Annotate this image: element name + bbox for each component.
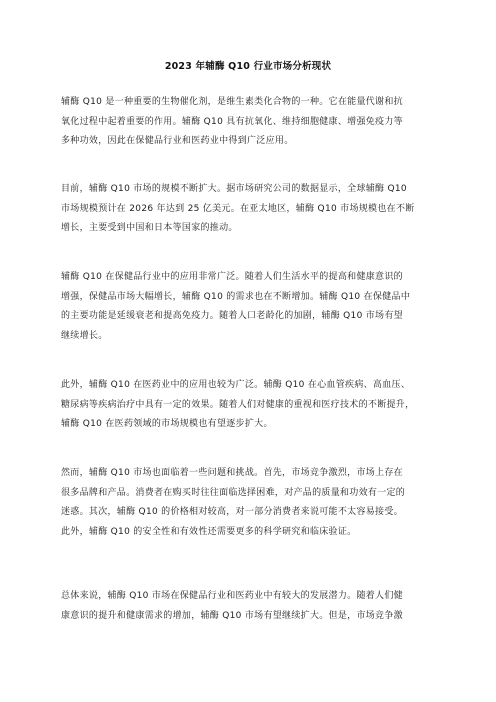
text-line: 目前，辅酶 Q10 市场的规模不断扩大。据市场研究公司的数据显示，全球辅酶 Q10 (61, 184, 407, 194)
paragraph-challenges (61, 464, 441, 542)
text-line: 此外，辅酶 Q10 在医药业中的应用也较为广泛。辅酶 Q10 在心血管疾病、高血压、 (61, 380, 411, 390)
paragraph-conclusion (61, 587, 441, 626)
paragraph-health-products (61, 268, 441, 346)
text-line: 增强，保健品市场大幅增长，辅酶 Q10 的需求也在不断增加。辅酶 Q10 在保健品中 (61, 291, 411, 302)
paragraph-market-size (61, 180, 441, 239)
text-line: 氧化过程中起着重要的作用。辅酶 Q10 具有抗氧化、维持细胞健康、增强免疫力等 (61, 116, 403, 127)
paragraph-pharma (61, 376, 441, 435)
text-line: 然而，辅酶 Q10 市场也面临着一些问题和挑战。首先，市场竞争激烈，市场上存在 (61, 468, 403, 478)
text-line: 此外，辅酶 Q10 的安全性和有效性还需要更多的科学研究和临床验证。 (61, 526, 357, 537)
text-line: 总体来说，辅酶 Q10 市场在保健品行业和医药业中有较大的发展潜力。随着人们健 (61, 591, 403, 601)
text-line: 市场规模预计在 2026 年达到 25 亿美元。在亚太地区，辅酶 Q10 市场规模也在不断 (61, 203, 415, 214)
document-title: 2023 年辅酶 Q10 行业市场分析现状 (164, 61, 332, 72)
text-line: 迷惑。其次，辅酶 Q10 的价格相对较高，对一部分消费者来说可能不太容易接受。 (61, 507, 403, 517)
text-line: 继续增长。 (61, 330, 108, 341)
text-line: 多种功效，因此在保健品行业和医药业中得到广泛应用。 (61, 136, 294, 146)
text-line: 辅酶 Q10 在医药领域的市场规模也有望逐步扩大。 (61, 419, 273, 429)
text-line: 的主要功能是延缓衰老和提高免疫力。随着人口老龄化的加剧，辅酶 Q10 市场有望 (61, 311, 403, 321)
text-line: 辅酶 Q10 是一种重要的生物催化剂，是维生素类化合物的一种。它在能量代谢和抗 (61, 97, 403, 107)
text-line: 辅酶 Q10 在保健品行业中的应用非常广泛。随着人们生活水平的提高和健康意识的 (61, 272, 403, 282)
text-line: 很多品牌和产品。消费者在购买时往往面临选择困难，对产品的质量和功效有一定的 (61, 487, 406, 498)
text-line: 康意识的提升和健康需求的增加，辅酶 Q10 市场有望继续扩大。但是，市场竞争激 (61, 610, 403, 621)
text-line: 增长，主要受到中国和日本等国家的推动。 (61, 223, 238, 233)
text-line: 糖尿病等疾病治疗中具有一定的效果。随着人们对健康的重视和医疗技术的不断提升， (61, 399, 415, 410)
paragraph-intro (61, 93, 441, 152)
